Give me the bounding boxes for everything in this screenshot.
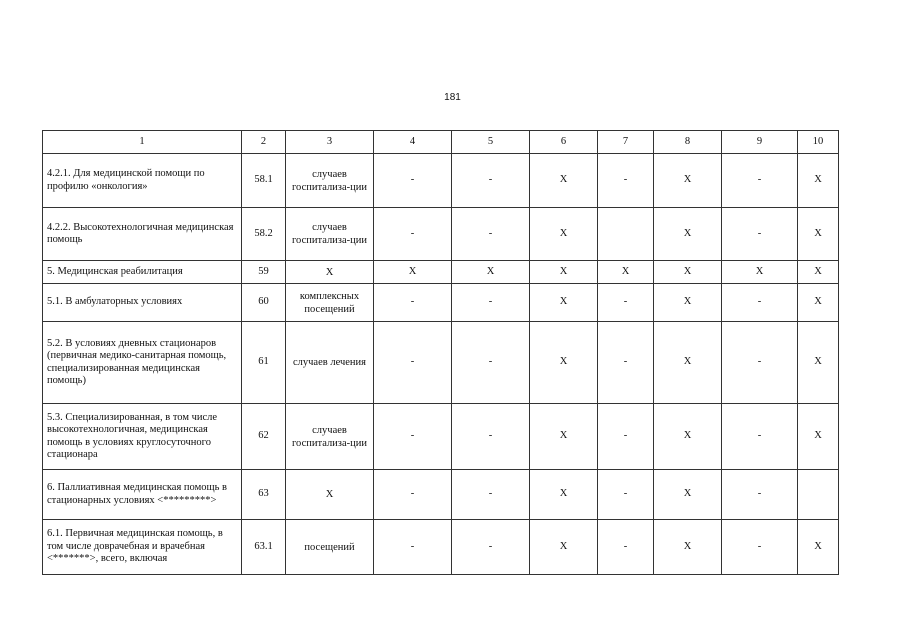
column-header: 1 — [43, 131, 242, 154]
column-header: 2 — [242, 131, 286, 154]
row-unit: случаев госпитализа-ции — [286, 404, 374, 470]
table-cell: Х — [798, 284, 839, 322]
table-cell: - — [598, 322, 654, 404]
row-code: 58.1 — [242, 154, 286, 208]
table-cell: Х — [654, 208, 722, 261]
table-cell: Х — [798, 261, 839, 284]
row-code: 63.1 — [242, 520, 286, 575]
table-cell: Х — [654, 520, 722, 575]
table-cell: - — [722, 404, 798, 470]
row-label: 5. Медицинская реабилитация — [43, 261, 242, 284]
table-row — [43, 284, 839, 322]
table-cell: Х — [798, 208, 839, 261]
table-cell: Х — [798, 154, 839, 208]
table-cell: Х — [654, 261, 722, 284]
row-code: 62 — [242, 404, 286, 470]
table-cell: - — [452, 284, 530, 322]
row-label: 5.1. В амбулаторных условиях — [43, 284, 242, 322]
row-label: 5.3. Специализированная, в том числе высокотехнологичная, медицинская помощь в условиях круглосуточного стационара — [43, 404, 242, 470]
table-cell: Х — [654, 322, 722, 404]
table-cell: Х — [530, 261, 598, 284]
table-cell: Х — [530, 520, 598, 575]
table-cell: - — [722, 520, 798, 575]
table-row — [43, 208, 839, 261]
row-label: 5.2. В условиях дневных стационаров (первичная медико-санитарная помощь, специализированная медицинская помощь) — [43, 322, 242, 404]
table-cell: - — [452, 154, 530, 208]
table-cell: - — [374, 520, 452, 575]
table-cell: - — [374, 470, 452, 520]
table-cell: - — [722, 284, 798, 322]
table-cell: Х — [654, 284, 722, 322]
table-cell: - — [452, 404, 530, 470]
table-cell: Х — [654, 404, 722, 470]
table-cell: Х — [798, 404, 839, 470]
row-unit: случаев госпитализа-ции — [286, 208, 374, 261]
table-row — [43, 154, 839, 208]
table-cell: - — [598, 520, 654, 575]
table-cell: - — [722, 208, 798, 261]
table-cell: Х — [798, 322, 839, 404]
data-table — [42, 130, 839, 575]
table-cell — [598, 208, 654, 261]
table-cell: - — [722, 470, 798, 520]
row-code: 58.2 — [242, 208, 286, 261]
table-cell: Х — [452, 261, 530, 284]
table-cell: Х — [798, 520, 839, 575]
row-unit: Х — [286, 261, 374, 284]
table-cell: Х — [530, 470, 598, 520]
table-header-row — [43, 131, 839, 154]
row-unit: посещений — [286, 520, 374, 575]
table-cell: - — [374, 284, 452, 322]
column-header: 4 — [374, 131, 452, 154]
column-header: 6 — [530, 131, 598, 154]
column-header: 10 — [798, 131, 839, 154]
table-cell: Х — [530, 322, 598, 404]
table-row — [43, 261, 839, 284]
table-cell: - — [598, 154, 654, 208]
table-row — [43, 322, 839, 404]
table-cell: - — [374, 154, 452, 208]
table-cell: - — [452, 208, 530, 261]
table-cell: Х — [530, 154, 598, 208]
table-cell: - — [374, 404, 452, 470]
row-unit: комплексных посещений — [286, 284, 374, 322]
table-cell: - — [374, 322, 452, 404]
row-label: 6. Паллиативная медицинская помощь в стационарных условиях <*********> — [43, 470, 242, 520]
table-cell: Х — [598, 261, 654, 284]
row-code: 60 — [242, 284, 286, 322]
row-code: 63 — [242, 470, 286, 520]
column-header: 3 — [286, 131, 374, 154]
row-unit: Х — [286, 470, 374, 520]
table-cell: - — [452, 322, 530, 404]
table-row — [43, 404, 839, 470]
table-cell — [798, 470, 839, 520]
table-cell: - — [598, 404, 654, 470]
table-cell: Х — [374, 261, 452, 284]
table-cell: - — [722, 322, 798, 404]
row-unit: случаев лечения — [286, 322, 374, 404]
table-cell: Х — [722, 261, 798, 284]
table-cell: - — [598, 470, 654, 520]
column-header: 8 — [654, 131, 722, 154]
table-cell: - — [452, 520, 530, 575]
table-row — [43, 470, 839, 520]
table-cell: Х — [530, 284, 598, 322]
row-label: 4.2.1. Для медицинской помощи по профилю «онкология» — [43, 154, 242, 208]
table-cell: Х — [530, 404, 598, 470]
column-header: 9 — [722, 131, 798, 154]
row-code: 61 — [242, 322, 286, 404]
column-header: 5 — [452, 131, 530, 154]
row-code: 59 — [242, 261, 286, 284]
table-cell: - — [598, 284, 654, 322]
column-header: 7 — [598, 131, 654, 154]
page-number: 181 — [444, 92, 461, 103]
row-label: 4.2.2. Высокотехнологичная медицинская помощь — [43, 208, 242, 261]
table-cell: - — [452, 470, 530, 520]
table-cell: Х — [654, 154, 722, 208]
row-label: 6.1. Первичная медицинская помощь, в том числе доврачебная и врачебная <*******>, всего, включая — [43, 520, 242, 575]
table-row — [43, 520, 839, 575]
table-cell: Х — [530, 208, 598, 261]
row-unit: случаев госпитализа-ции — [286, 154, 374, 208]
table-cell: - — [722, 154, 798, 208]
table-cell: Х — [654, 470, 722, 520]
table-cell: - — [374, 208, 452, 261]
